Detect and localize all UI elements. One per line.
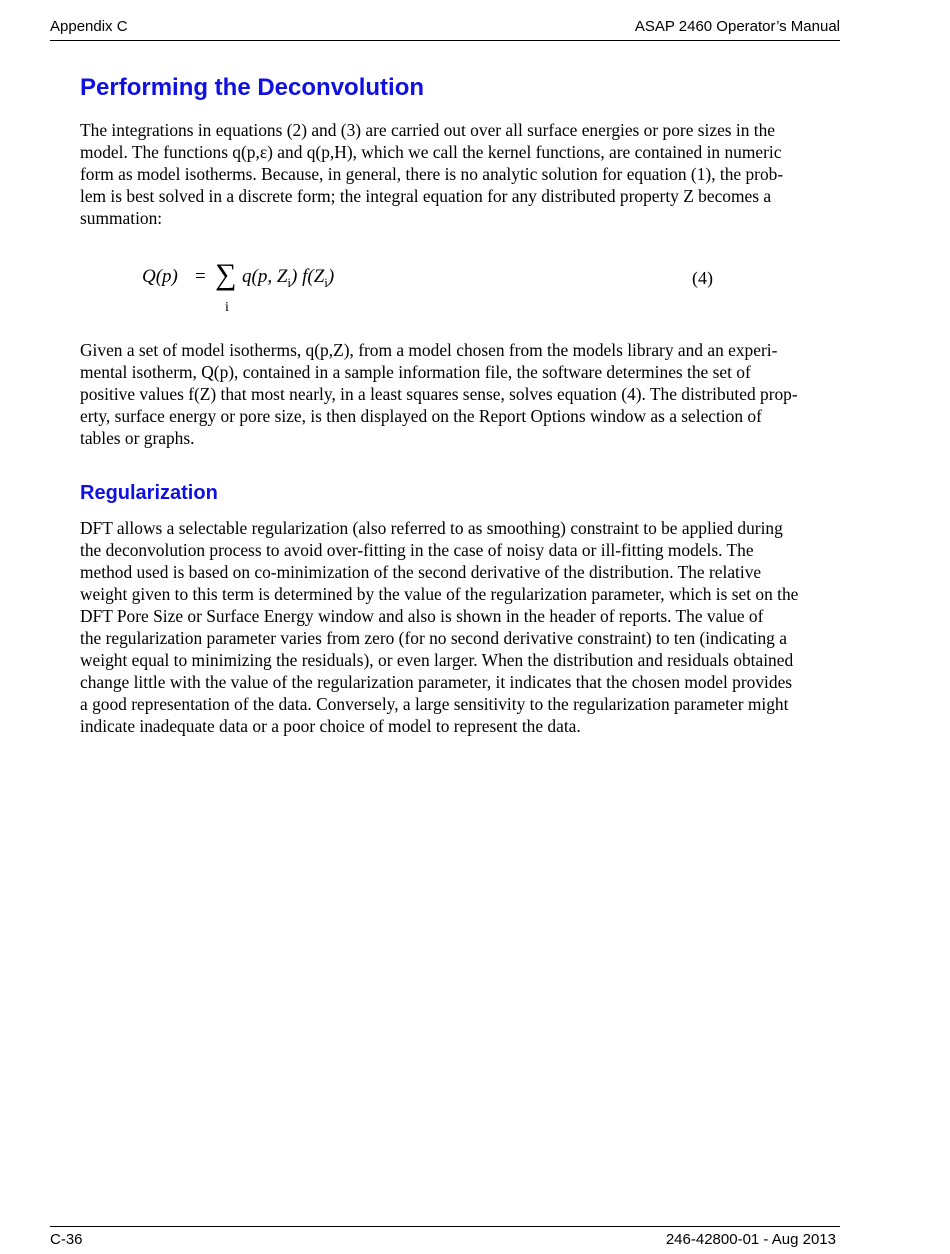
text-line: lem is best solved in a discrete form; the integral equation for any distributed property Z becomes a xyxy=(80,186,772,206)
equation-4 xyxy=(142,260,722,320)
text-line: change little with the value of the regularization parameter, it indicates that the chosen model provides xyxy=(80,672,793,692)
text-line: a good representation of the data. Conversely, a large sensitivity to the regularization parameter might xyxy=(80,694,789,714)
paragraph-regularization xyxy=(80,517,842,737)
text-line: indicate inadequate data or a poor choice of model to represent the data. xyxy=(80,716,581,736)
text-line: the regularization parameter varies from zero (for no second derivative constraint) to ten (indicating a xyxy=(80,628,787,648)
summation-symbol: ∑ xyxy=(215,258,237,291)
equation-lhs: Q(p) xyxy=(142,266,178,287)
paragraph-model-isotherms xyxy=(80,339,842,449)
text-line: tables or graphs. xyxy=(80,428,195,448)
text-line: DFT allows a selectable regularization (also referred to as smoothing) constraint to be applied during xyxy=(80,518,783,538)
footer-page-number: C-36 xyxy=(50,1231,83,1248)
header-manual-title: ASAP 2460 Operator’s Manual xyxy=(634,18,840,35)
equation-rhs xyxy=(242,266,334,291)
page-footer xyxy=(50,1226,840,1249)
equation-number: (4) xyxy=(692,268,713,288)
text-line: mental isotherm, Q(p), contained in a sample information file, the software determines the set of xyxy=(80,362,751,382)
section-title-deconvolution: Performing the Deconvolution xyxy=(80,74,425,101)
section-title-regularization: Regularization xyxy=(80,482,218,504)
text-line: erty, surface energy or pore size, is then displayed on the Report Options window as a selection of xyxy=(80,406,762,426)
text-line: method used is based on co-minimization of the second derivative of the distribution. The relative xyxy=(80,562,762,582)
equation-equals: = xyxy=(195,266,206,287)
text-line: weight given to this term is determined by the value of the regularization parameter, which is set on the xyxy=(80,584,799,604)
text-line: weight equal to minimizing the residuals), or even larger. When the distribution and residuals obtained xyxy=(80,650,794,670)
text-line: positive values f(Z) that most nearly, in a least squares sense, solves equation (4). The distributed prop- xyxy=(80,384,798,404)
text-line: the deconvolution process to avoid over-fitting in the case of noisy data or ill-fitting models. The xyxy=(80,540,754,560)
text-line: DFT Pore Size or Surface Energy window and also is shown in the header of reports. The value of xyxy=(80,606,764,626)
text-line: The integrations in equations (2) and (3) are carried out over all surface energies or pore sizes in the xyxy=(80,120,776,140)
text-line: summation: xyxy=(80,208,163,228)
footer-doc-id: 246-42800-01 - Aug 2013 xyxy=(665,1231,836,1248)
equation-subscript: i xyxy=(324,274,328,290)
header-section-label: Appendix C xyxy=(50,18,128,35)
equation-rhs-part: ) xyxy=(327,266,335,287)
text-line: model. The functions q(p,ε) and q(p,H), which we call the kernel functions, are contained in numeric xyxy=(80,142,782,162)
text-line: Given a set of model isotherms, q(p,Z), from a model chosen from the models library and an experi- xyxy=(80,340,778,360)
equation-rhs-part: q(p, Z xyxy=(242,266,288,287)
paragraph-integrations xyxy=(80,119,842,229)
page-header xyxy=(50,18,840,41)
equation-subscript: i xyxy=(287,274,292,290)
equation-rhs-part: ) f(Z xyxy=(291,266,325,287)
summation-index: i xyxy=(225,300,229,315)
text-line: form as model isotherms. Because, in general, there is no analytic solution for equation (1), the prob- xyxy=(80,164,784,184)
